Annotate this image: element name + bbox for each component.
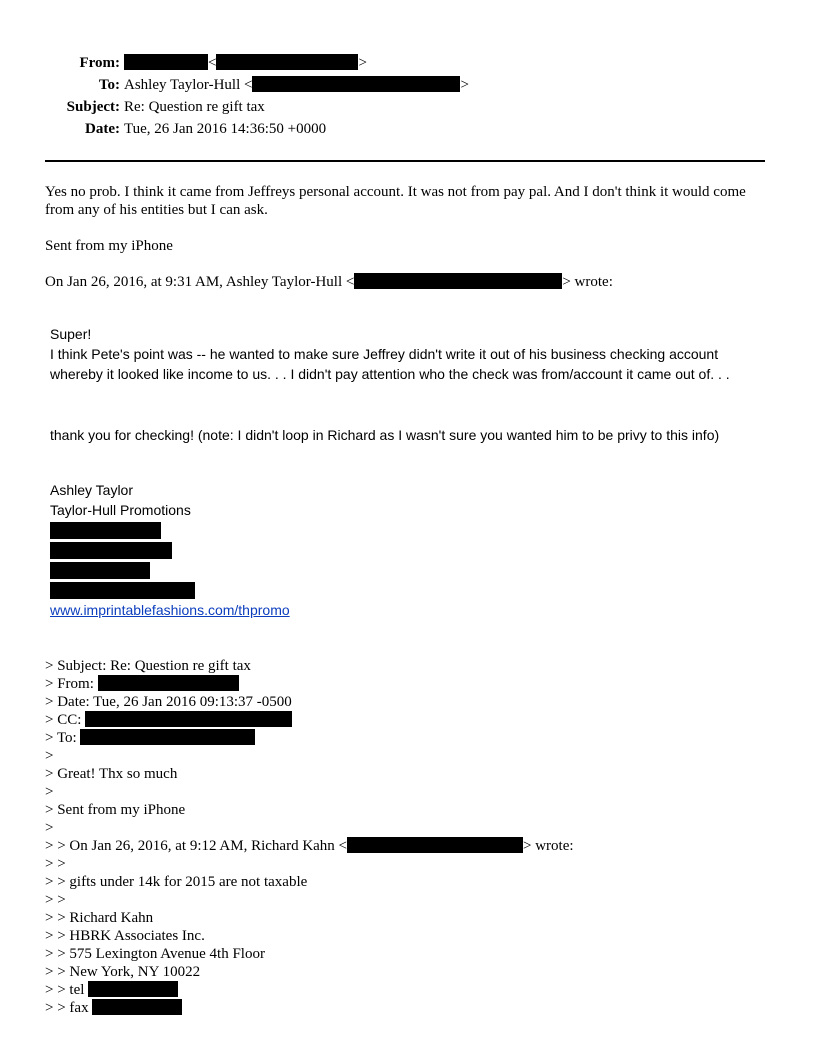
redacted-quoted-from <box>98 675 239 691</box>
subject-label: Subject: <box>66 99 120 115</box>
from-value: < > <box>124 52 367 74</box>
quoted-blank-3: > <box>45 820 54 836</box>
quoted-sent-from: > Sent from my iPhone <box>45 802 186 818</box>
quoted-cc: > CC: <box>45 711 292 729</box>
richard-signature-name: > > Richard Kahn <box>45 910 154 926</box>
ashley-greeting: Super! <box>50 326 92 342</box>
ashley-signature-name: Ashley Taylor <box>50 482 134 498</box>
date-label: Date: <box>85 121 120 137</box>
reply-text: Yes no prob. I think it came from Jeffreys personal account. It was not from pay pal. And I don't think it would come from any of his entities but I can ask. <box>45 184 746 218</box>
sent-from-iphone: Sent from my iPhone <box>45 238 173 254</box>
redacted-fax-number <box>92 999 182 1015</box>
quote-intro: On Jan 26, 2016, at 9:31 AM, Ashley Taylor-Hull < > wrote: <box>45 274 613 290</box>
redacted-signature-line-4 <box>50 582 195 599</box>
redacted-quoted-to <box>80 729 255 745</box>
website-link-text[interactable]: www.imprintablefashions.com/thpromo <box>50 602 290 618</box>
redacted-signature-line-1 <box>50 522 161 539</box>
from-label: From: <box>79 55 120 71</box>
date-value: Tue, 26 Jan 2016 14:36:50 +0000 <box>124 121 327 137</box>
richard-signature-fax: > > fax <box>45 999 182 1017</box>
quoted-blank-1: > <box>45 748 54 764</box>
quoted-date: > Date: Tue, 26 Jan 2016 09:13:37 -0500 <box>45 694 292 710</box>
quoted-from: > From: <box>45 675 239 693</box>
richard-signature-tel: > > tel <box>45 981 178 999</box>
quoted-gifts: > > gifts under 14k for 2015 are not taxable <box>45 874 308 890</box>
quoted-subject: > Subject: Re: Question re gift tax <box>45 658 251 674</box>
quoted-blank-4: > > <box>45 856 66 872</box>
ashley-website-link[interactable] <box>50 600 290 620</box>
header-divider <box>45 160 765 162</box>
redacted-sender-email <box>216 54 358 70</box>
redacted-tel-number <box>88 981 178 997</box>
subject-value: Re: Question re gift tax <box>124 99 265 115</box>
to-value: Ashley Taylor-Hull < > <box>124 77 469 93</box>
ashley-paragraph: I think Pete's point was -- he wanted to make sure Jeffrey didn't write it out of his business checking account whereby it looked like income to us. . . I didn't pay attention who the check was from/account it came out of. . . <box>50 346 730 382</box>
quoted-blank-2: > <box>45 784 54 800</box>
redacted-richard-email <box>347 837 523 853</box>
redacted-signature-line-2 <box>50 542 172 559</box>
redacted-ashley-email <box>354 273 562 289</box>
richard-signature-address: > > 575 Lexington Avenue 4th Floor <box>45 946 265 962</box>
redacted-signature-line-3 <box>50 562 150 579</box>
ashley-signature-company: Taylor-Hull Promotions <box>50 502 191 518</box>
quoted-richard-intro: > > On Jan 26, 2016, at 9:12 AM, Richard Kahn < > wrote: <box>45 838 574 854</box>
quoted-to: > To: <box>45 729 255 747</box>
ashley-thanks: thank you for checking! (note: I didn't loop in Richard as I wasn't sure you wanted him to be privy to this info) <box>50 427 720 443</box>
quoted-great: > Great! Thx so much <box>45 766 178 782</box>
redacted-quoted-cc <box>85 711 292 727</box>
redacted-recipient-email <box>252 76 460 92</box>
richard-signature-company: > > HBRK Associates Inc. <box>45 928 205 944</box>
quoted-blank-5: > > <box>45 892 66 908</box>
redacted-sender-name <box>124 54 208 70</box>
richard-signature-city: > > New York, NY 10022 <box>45 964 201 980</box>
to-label: To: <box>98 77 120 93</box>
